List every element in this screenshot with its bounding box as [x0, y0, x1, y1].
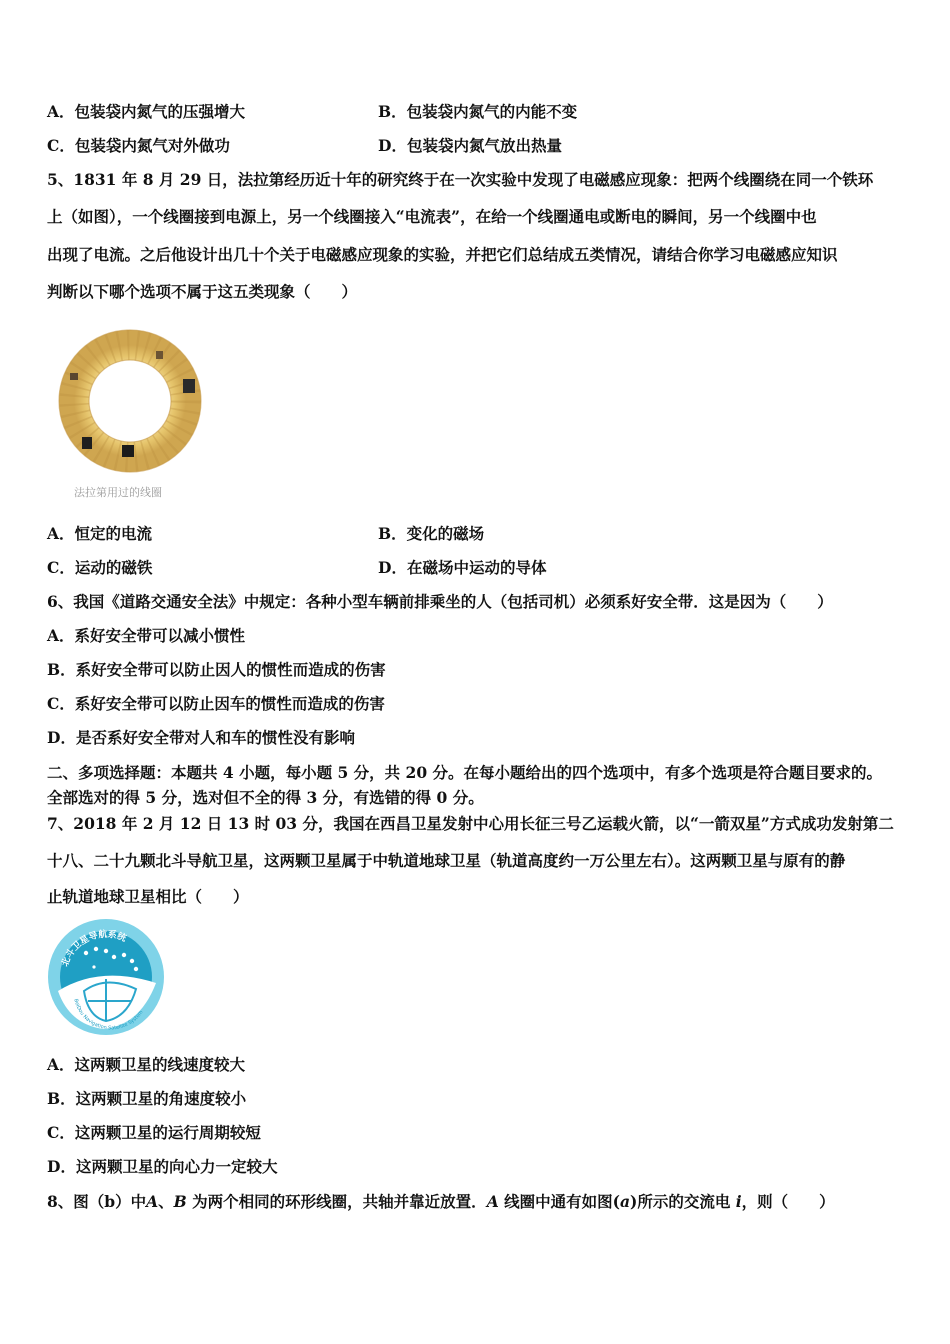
q8-text-1: 8、图（b）中 — [47, 1192, 147, 1211]
q5-option-d: D．在磁场中运动的导体 — [378, 558, 547, 577]
q4-option-d: D．包装袋内氮气放出热量 — [378, 136, 562, 155]
q6-option-a: A．系好安全带可以减小惯性 — [47, 626, 246, 645]
q8-text-4: 线圈中通有如图( — [498, 1192, 620, 1211]
q5-stem-line-2: 上（如图），一个线圈接到电源上，另一个线圈接入“电流表”，在给一个线圈通电或断电的瞬间，另一个线圈中也 — [47, 207, 817, 226]
q7-stem-line-3: 止轨道地球卫星相比（ ） — [47, 887, 249, 906]
q7-option-b: B．这两颗卫星的角速度较小 — [47, 1089, 247, 1108]
q6-option-d: D．是否系好安全带对人和车的惯性没有影响 — [47, 728, 355, 747]
q4-option-b: B．包装袋内氮气的内能不变 — [378, 102, 578, 121]
q5-option-a: A．恒定的电流 — [47, 524, 153, 543]
q7-option-c: C．这两颗卫星的运行周期较短 — [47, 1123, 261, 1142]
q8-var-b: B — [173, 1192, 187, 1211]
q5-stem-line-1: 5、1831 年 8 月 29 日，法拉第经历近十年的研究终于在一次实验中发现了电磁感应现象：把两个线圈绕在同一个铁环 — [47, 170, 874, 189]
q5-option-b: B．变化的磁场 — [378, 524, 485, 543]
q6-stem-line-1: 6、我国《道路交通安全法》中规定：各种小型车辆前排乘坐的人（包括司机）必须系好安全带．这是因为（ ） — [47, 592, 833, 611]
q8-text-3: 为两个相同的环形线圈，共轴并靠近放置． — [186, 1192, 487, 1211]
faraday-ring-caption: 法拉第用过的线圈 — [74, 486, 162, 499]
q6-option-b: B．系好安全带可以防止因人的惯性而造成的伤害 — [47, 660, 386, 679]
q8-text-6: ，则（ ） — [741, 1192, 835, 1211]
q5-stem-line-3: 出现了电流。之后他设计出几十个关于电磁感应现象的实验，并把它们总结成五类情况，请结合你学习电磁感应知识 — [47, 245, 838, 264]
q8-stem-line-1 — [47, 1191, 835, 1213]
q7-option-a: A．这两颗卫星的线速度较大 — [47, 1055, 246, 1074]
faraday-ring-figure — [52, 325, 208, 475]
section2-heading-line-1: 二、多项选择题：本题共 4 小题，每小题 5 分，共 20 分。在每小题给出的四个选项中，有多个选项是符合题目要求的。 — [47, 763, 883, 782]
q7-option-d: D．这两颗卫星的向心力一定较大 — [47, 1157, 278, 1176]
beidou-logo-subtitle: BeiDou Navigation Satellite System — [72, 998, 145, 1032]
q7-stem-line-2: 十八、二十九颗北斗导航卫星，这两颗卫星属于中轨道地球卫星（轨道高度约一万公里左右）。这两颗卫星与原有的静 — [47, 851, 846, 870]
q8-text-2: 、 — [158, 1192, 174, 1211]
beidou-logo-title: 北斗卫星导航系统 — [60, 929, 128, 969]
q4-option-c: C．包装袋内氮气对外做功 — [47, 136, 230, 155]
q7-stem-line-1: 7、2018 年 2 月 12 日 13 时 03 分，我国在西昌卫星发射中心用长征三号乙运载火箭，以“一箭双星”方式成功发射第二 — [47, 814, 894, 833]
q8-var-i: i — [735, 1192, 742, 1211]
q5-stem-line-4: 判断以下哪个选项不属于这五类现象（ ） — [47, 282, 358, 301]
q6-option-c: C．系好安全带可以防止因车的惯性而造成的伤害 — [47, 694, 385, 713]
q8-text-5: )所示的交流电 — [630, 1192, 736, 1211]
q4-option-a: A．包装袋内氮气的压强增大 — [47, 102, 246, 121]
q8-var-fig-a: a — [619, 1192, 630, 1211]
section2-heading-line-2: 全部选对的得 5 分，选对但不全的得 3 分，有选错的得 0 分。 — [47, 788, 484, 807]
q5-option-c: C．运动的磁铁 — [47, 558, 153, 577]
q8-var-a: A — [146, 1192, 159, 1211]
beidou-logo-figure — [44, 917, 168, 1037]
q8-var-a-2: A — [486, 1192, 499, 1211]
